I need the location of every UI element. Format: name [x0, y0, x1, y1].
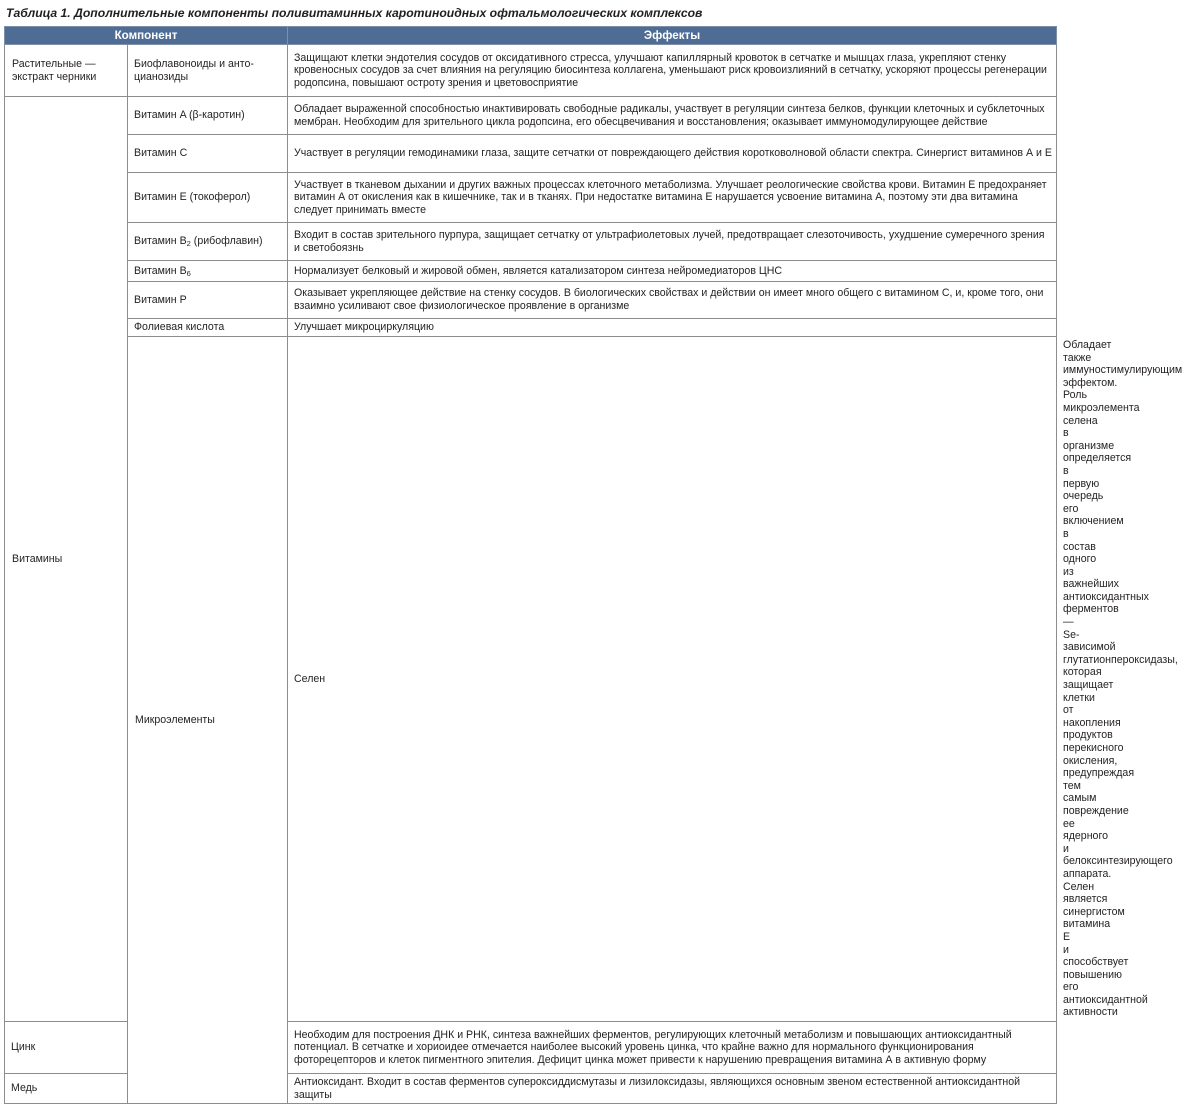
table-row	[5, 97, 1057, 135]
component-cell: Цинк	[5, 1022, 128, 1074]
effect-cell: Входит в состав зрительного пурпура, защищает сетчатку от ультрафиолетовых лучей, предотвращает слезоточивость, ухудшение сумеречного зрения и светобоязнь	[288, 223, 1057, 261]
component-cell: Медь	[5, 1074, 128, 1104]
table-row	[5, 223, 1057, 261]
component-text-suffix: (рибофлавин)	[190, 235, 263, 248]
component-cell: Фолиевая кислота	[128, 319, 288, 337]
table-header-row	[5, 27, 1057, 45]
component-cell: Витамин A (β-каротин)	[128, 97, 288, 135]
component-cell: Биофлавоноиды и анто- цианозиды	[128, 45, 288, 97]
component-cell: Витамин Е (токоферол)	[128, 173, 288, 223]
effect-cell: Защищают клетки эндотелия сосудов от оксидативного стресса, улучшают капиллярный кровоток в сетчатке и мышцах глаза, укрепляют стенку кровеносных сосудов за счет влияния на регуляцию биосинтеза коллагена, уменьшают риск кровоизлияний в сетчатку, ускоряют процессы регенерации родопсина, повышают остроту зрения и цветовосприятие	[288, 45, 1057, 97]
effect-cell: Антиоксидант. Входит в состав ферментов супероксиддисмутазы и лизилоксидазы, являющихся основным звеном естественной антиоксидантной защиты	[288, 1074, 1057, 1104]
component-text: Витамин В	[134, 264, 187, 277]
component-cell: Селен	[288, 337, 1057, 1022]
effect-cell: Оказывает укрепляющее действие на стенку сосудов. В биологических свойствах и действии он имеет много общего с витамином С, и, кроме того, они взаимно усиливают свое физиологическое проявление в организме	[288, 282, 1057, 319]
category-vitamins: Витамины	[5, 97, 128, 1022]
effect-cell: Улучшает микроциркуляцию	[288, 319, 1057, 337]
effect-cell: Участвует в регуляции гемодинамики глаза, защите сетчатки от повреждающего действия коротковолновой области спектра. Синергист витаминов А и Е	[288, 135, 1057, 173]
component-cell	[128, 261, 288, 282]
component-cell: Витамин Р	[128, 282, 288, 319]
component-subscript: 6	[186, 268, 191, 278]
table-row	[5, 282, 1057, 319]
table-row	[5, 319, 1057, 337]
component-subscript: 2	[186, 239, 191, 249]
table-row	[5, 261, 1057, 282]
table-title: Таблица 1. Дополнительные компоненты поливитаминных каротиноидных офтальмологических комплексов	[6, 6, 703, 20]
table-row	[5, 173, 1057, 223]
effect-cell: Обладает выраженной способностью инактивировать свободные радикалы, участвует в регуляции синтеза белков, функции клеточных и субклеточных мембран. Необходим для зрительного цикла родопсина, его обесцвечивания и восстановления; оказывает иммуномодулирующее действие	[288, 97, 1057, 135]
category-micro: Микроэлементы	[128, 337, 288, 1104]
table-row	[5, 135, 1057, 173]
effect-cell: Нормализует белковый и жировой обмен, является катализатором синтеза нейромедиаторов ЦНС	[288, 261, 1057, 282]
component-cell: Витамин С	[128, 135, 288, 173]
effect-cell: Необходим для построения ДНК и РНК, синтеза важнейших ферментов, регулирующих клеточный метаболизм и повышающих антиоксидантный потенциал. В сетчатке и хориоидее отмечается наиболее высокий уровень цинка, что крайне важно для нормального функционирования фоторецепторов и клеток пигментного эпителия. Дефицит цинка может привести к нарушению превращения витамина А в активную форму	[288, 1022, 1057, 1074]
header-effects: Эффекты	[288, 27, 1057, 45]
component-text: Витамин В	[134, 235, 187, 248]
table-row	[5, 45, 1057, 97]
table-row: Микроэлементы Селен Обладает также иммуностимулирующим эффектом. Роль микроэлемента селена в организме определяется в первую очередь его включением в состав одного из важнейших антиоксидантных ферментов — Se-зависимой глутатионпероксидазы, которая защищает клетки от накопления продуктов перекисного окисления, предупреждая тем самым повреждение ее ядерного и белоксинтезирующего аппарата. Селен является синергистом витамина Е и способствует повышению его антиоксидантной активности	[5, 337, 1057, 1022]
header-component: Компонент	[5, 27, 288, 45]
component-cell	[128, 223, 288, 261]
components-table	[4, 26, 1182, 1104]
effect-cell: Участвует в тканевом дыхании и других важных процессах клеточного метаболизма. Улучшает реологические свойства крови. Витамин Е предохраняет витамин А от окисления как в кишечнике, так и в тканях. При недостатке витамина Е нарушается усвоение витамина А, поэтому эти два витамина следует принимать вместе	[288, 173, 1057, 223]
category-plant: Растительные — экстракт черники	[5, 45, 128, 97]
